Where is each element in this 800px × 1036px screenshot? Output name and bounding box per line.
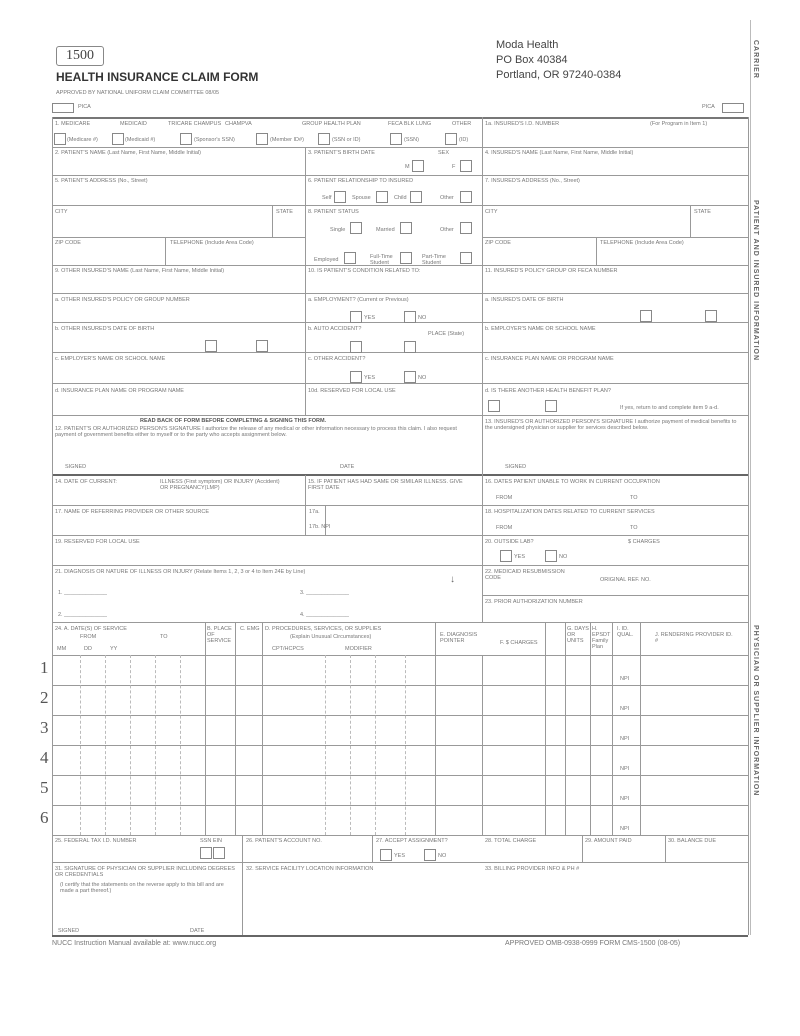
header-mm: MM [57,646,67,652]
header-24e: E. DIAGNOSIS POINTER [440,632,478,644]
yes-10c: YES [364,375,376,381]
ssn-ein: SSN EIN [200,838,223,844]
checkbox-10a-no[interactable] [404,311,416,323]
from-16: FROM [496,495,513,501]
checkbox-single[interactable] [350,222,362,234]
sub-champva: (Member ID#) [270,137,304,143]
option-champva: CHAMPVA [225,121,252,127]
rel-child: Child [394,195,407,201]
field-11[interactable]: 11. INSURED'S POLICY GROUP OR FECA NUMBER [485,268,618,274]
field-4[interactable]: 4. INSURED'S NAME (Last Name, First Name, Middle Initial) [485,150,634,156]
sub-medicaid: (Medicaid #) [125,137,156,143]
field-7[interactable]: 7. INSURED'S ADDRESS (No., Street) [485,178,580,184]
line-number: 6 [40,808,49,827]
field-15[interactable]: 15. IF PATIENT HAS HAD SAME OR SIMILAR ILLNESS. GIVE FIRST DATE [308,479,463,491]
header-24j: J. RENDERING PROVIDER ID. # [655,632,733,644]
carrier-address [496,38,621,83]
field-33[interactable]: 33. BILLING PROVIDER INFO & PH # [485,866,580,872]
charges-20[interactable]: $ CHARGES [628,539,660,545]
header-24i: I. ID. QUAL. [617,626,634,638]
checkbox-feca[interactable] [390,133,402,145]
field-31: 31. SIGNATURE OF PHYSICIAN OR SUPPLIER INCLUDING DEGREES OR CREDENTIALS [55,866,235,878]
signed-31: SIGNED [58,928,80,934]
field-9[interactable]: 9. OTHER INSURED'S NAME (Last Name, First Name, Middle Initial) [55,268,225,274]
field-27: 27. ACCEPT ASSIGNMENT? [376,838,448,844]
footer-right: APPROVED OMB-0938-0999 FORM CMS-1500 (08-05) [505,940,681,947]
line-number: 2 [40,688,49,707]
field-10: 10. IS PATIENT'S CONDITION RELATED TO: [308,268,421,274]
pica-right: PICA [702,104,715,110]
status-employed: Employed [314,257,339,263]
option-feca: FECA BLK LUNG [388,121,432,127]
checkbox-other[interactable] [445,133,457,145]
checkbox-ein[interactable] [213,847,225,859]
checkbox-9b-m[interactable] [205,340,217,352]
no-10c: NO [418,375,427,381]
header-24b: B. PLACE OF SERVICE [207,626,232,644]
checkbox-child[interactable] [410,191,422,203]
header-24g: G. DAYS OR UNITS [567,626,589,644]
npi-label: NPI [620,826,630,832]
header-24f: F. $ CHARGES [500,640,538,646]
header-24a-to: TO [160,634,168,640]
field-18[interactable]: 18. HOSPITALIZATION DATES RELATED TO CURRENT SERVICES [485,509,655,515]
field-10d[interactable]: 10d. RESERVED FOR LOCAL USE [308,388,396,394]
signed-13: SIGNED [505,464,527,470]
checkbox-11a-m[interactable] [640,310,652,322]
npi-label: NPI [620,736,630,742]
field-20: 20. OUTSIDE LAB? [485,539,534,545]
field-1a[interactable]: 1a. INSURED'S I.D. NUMBER [485,121,560,127]
checkbox-employed[interactable] [344,252,356,264]
status-ft-student: Full-Time Student [370,254,393,266]
checkbox-medicaid[interactable] [112,133,124,145]
no-27: NO [438,853,447,859]
form-title: HEALTH INSURANCE CLAIM FORM [56,70,259,84]
sex-label: SEX [438,150,450,156]
status-single: Single [330,227,346,233]
field-1a-note: (For Program in Item 1) [650,121,708,127]
field-11b[interactable]: b. EMPLOYER'S NAME OR SCHOOL NAME [485,326,596,332]
field-17b[interactable]: 17b. NPI [309,524,331,530]
field-11d: d. IS THERE ANOTHER HEALTH BENEFIT PLAN? [485,388,611,394]
diag-1[interactable]: 1. ______________ [58,590,107,596]
field-10a: a. EMPLOYMENT? (Current or Previous) [308,297,409,303]
checkbox-27-yes[interactable] [380,849,392,861]
header-cpt: CPT/HCPCS [272,646,304,652]
checkbox-self[interactable] [334,191,346,203]
header-modifier: MODIFIER [345,646,372,652]
diag-3[interactable]: 3. ______________ [300,590,349,596]
checkbox-10c-yes[interactable] [350,371,362,383]
field-23[interactable]: 23. PRIOR AUTHORIZATION NUMBER [485,599,583,605]
field-13: 13. INSURED'S OR AUTHORIZED PERSON'S SIGNATURE I authorize payment of medical benefits to the undersigned physician or supplier for services described below. [485,419,737,431]
checkbox-20-yes[interactable] [500,550,512,562]
insured-city[interactable]: CITY [485,209,498,215]
checkbox-group[interactable] [318,133,330,145]
checkbox-sex-m[interactable] [412,160,424,172]
date-31: DATE [190,928,205,934]
npi-label: NPI [620,766,630,772]
field-16[interactable]: 16. DATES PATIENT UNABLE TO WORK IN CURRENT OCCUPATION [485,479,660,485]
carrier-city: Portland, OR 97240-0384 [496,69,622,81]
diag-4[interactable]: 4. ______________ [300,612,349,618]
diag-2[interactable]: 2. ______________ [58,612,107,618]
checkbox-20-no[interactable] [545,550,557,562]
checkbox-10b-yes[interactable] [350,341,362,353]
header-24a-from: FROM [80,634,97,640]
option-other: OTHER [452,121,472,127]
status-married: Married [376,227,395,233]
field-29[interactable]: 29. AMOUNT PAID [585,838,632,844]
checkbox-married[interactable] [400,222,412,234]
no-20: NO [559,554,568,560]
checkbox-ssn[interactable] [200,847,212,859]
footer-left: NUCC Instruction Manual available at: www.nucc.org [52,940,217,947]
field-14[interactable]: 14. DATE OF CURRENT: [55,479,117,485]
header-24c: C. EMG [240,626,260,632]
side-label-patient: PATIENT AND INSURED INFORMATION [752,200,759,362]
pica-box-left[interactable] [52,103,74,113]
field-19[interactable]: 19. RESERVED FOR LOCAL USE [55,539,140,545]
place-state: PLACE (State) [428,331,465,337]
checkbox-11a-f[interactable] [705,310,717,322]
field-9d[interactable]: d. INSURANCE PLAN NAME OR PROGRAM NAME [55,388,184,394]
carrier-po-box: PO Box 40384 [496,54,568,66]
field-11c[interactable]: c. INSURANCE PLAN NAME OR PROGRAM NAME [485,356,614,362]
field-31-note: (I certify that the statements on the reverse apply to this bill and are made a part thereof.) [60,882,224,894]
status-pt-student: Part-Time Student [422,254,446,266]
checkbox-champva[interactable] [256,133,268,145]
option-tricare: TRICARE CHAMPUS [168,121,222,127]
field-28[interactable]: 28. TOTAL CHARGE [485,838,537,844]
sub-medicare: (Medicare #) [67,137,98,143]
checkbox-27-no[interactable] [424,849,436,861]
field-10b: b. AUTO ACCIDENT? [308,326,362,332]
checkbox-10c-no[interactable] [404,371,416,383]
insured-zip[interactable]: ZIP CODE [485,240,511,246]
yes-10a: YES [364,315,376,321]
checkbox-10a-yes[interactable] [350,311,362,323]
no-10a: NO [418,315,427,321]
line-number: 5 [40,778,49,797]
checkbox-ft-student[interactable] [400,252,412,264]
checkbox-medicare[interactable] [54,133,66,145]
header-24h: H. EPSDT Family Plan [592,626,611,650]
line-number: 1 [40,658,49,677]
field-9b[interactable]: b. OTHER INSURED'S DATE OF BIRTH [55,326,155,332]
field-11a[interactable]: a. INSURED'S DATE OF BIRTH [485,297,564,303]
field-26[interactable]: 26. PATIENT'S ACCOUNT NO. [246,838,322,844]
field-10c: c. OTHER ACCIDENT? [308,356,366,362]
sex-m: M [405,164,410,170]
option-group: GROUP HEALTH PLAN [302,121,361,127]
to-18: TO [630,525,638,531]
header-24a: 24. A. DATE(S) OF SERVICE [55,626,127,632]
to-16: TO [630,495,638,501]
insured-state[interactable]: STATE [694,209,711,215]
patient-state[interactable]: STATE [276,209,293,215]
field-6: 6. PATIENT RELATIONSHIP TO INSURED [308,178,414,184]
field-30[interactable]: 30. BALANCE DUE [668,838,716,844]
field-8: 8. PATIENT STATUS [308,209,359,215]
field-17a[interactable]: 17a. [309,509,320,515]
field-21[interactable]: 21. DIAGNOSIS OR NATURE OF ILLNESS OR INJURY (Relate Items 1, 2, 3 or 4 to Item 24E by Line) [55,569,306,575]
sub-feca: (SSN) [404,137,419,143]
header-dd: DD [84,646,92,652]
field-3[interactable]: 3. PATIENT'S BIRTH DATE [308,150,375,156]
signed-12: SIGNED [65,464,87,470]
field-9a[interactable]: a. OTHER INSURED'S POLICY OR GROUP NUMBER [55,297,190,303]
field-9c[interactable]: c. EMPLOYER'S NAME OR SCHOOL NAME [55,356,166,362]
pica-left: PICA [78,104,91,110]
from-18: FROM [496,525,513,531]
line-number: 3 [40,718,49,737]
rel-spouse: Spouse [352,195,371,201]
header-yy: YY [110,646,118,652]
checkbox-11d-yes[interactable] [488,400,500,412]
patient-zip[interactable]: ZIP CODE [55,240,81,246]
arrow-down-icon: ↓ [450,574,455,585]
form-number-box: 1500 [56,46,104,66]
checkbox-11d-no[interactable] [545,400,557,412]
sub-other: (ID) [459,137,469,143]
sex-f: F [452,164,456,170]
patient-phone[interactable]: TELEPHONE (Include Area Code) [170,240,254,246]
field-11d-note: If yes, return to and complete item 9 a-d. [620,405,719,411]
header-24d-sub: (Explain Unusual Circumstances) [290,634,372,640]
read-back-notice: READ BACK OF FORM BEFORE COMPLETING & SIGNING THIS FORM. [140,418,327,424]
side-label-carrier: CARRIER [752,40,759,79]
field-14-note: ILLNESS (First symptom) OR INJURY (Accident) OR PREGNANCY(LMP) [160,479,280,491]
field-22[interactable]: 22. MEDICAID RESUBMISSION CODE [485,569,565,581]
rel-other: Other [440,195,454,201]
sub-tricare: (Sponsor's SSN) [194,137,235,143]
approved-by: APPROVED BY NATIONAL UNIFORM CLAIM COMMITTEE 08/05 [56,90,220,96]
npi-label: NPI [620,796,630,802]
npi-label: NPI [620,706,630,712]
field-2[interactable]: 2. PATIENT'S NAME (Last Name, First Name, Middle Initial) [55,150,202,156]
checkbox-10b-no[interactable] [404,341,416,353]
field-12: 12. PATIENT'S OR AUTHORIZED PERSON'S SIGNATURE I authorize the release of any medical or other information necessary to process this claim. I also request payment of government benefits either to myself or to the party who accepts assignment below. [55,426,457,438]
checkbox-other-rel[interactable] [460,191,472,203]
field-32[interactable]: 32. SERVICE FACILITY LOCATION INFORMATION [246,866,374,872]
checkbox-tricare[interactable] [180,133,192,145]
pica-box-right[interactable] [722,103,744,113]
date-12: DATE [340,464,355,470]
field-17[interactable]: 17. NAME OF REFERRING PROVIDER OR OTHER SOURCE [55,509,210,515]
item1-label: 1. MEDICARE [55,121,91,127]
sub-group: (SSN or ID) [332,137,361,143]
rel-self: Self [322,195,332,201]
checkbox-sex-f[interactable] [460,160,472,172]
status-other: Other [440,227,454,233]
checkbox-spouse[interactable] [376,191,388,203]
field-22-original-ref[interactable]: ORIGINAL REF. NO. [600,577,651,583]
header-24d: D. PROCEDURES, SERVICES, OR SUPPLIES [265,626,382,632]
insured-phone[interactable]: TELEPHONE (Include Area Code) [600,240,684,246]
patient-city[interactable]: CITY [55,209,68,215]
field-25[interactable]: 25. FEDERAL TAX I.D. NUMBER [55,838,137,844]
option-medicaid: MEDICAID [120,121,147,127]
checkbox-9b-f[interactable] [256,340,268,352]
checkbox-status-other[interactable] [460,222,472,234]
carrier-name: Moda Health [496,39,559,51]
yes-27: YES [394,853,406,859]
field-5[interactable]: 5. PATIENT'S ADDRESS (No., Street) [55,178,148,184]
yes-20: YES [514,554,526,560]
side-label-physician: PHYSICIAN OR SUPPLIER INFORMATION [752,625,759,797]
line-number: 4 [40,748,49,767]
npi-label: NPI [620,676,630,682]
checkbox-pt-student[interactable] [460,252,472,264]
